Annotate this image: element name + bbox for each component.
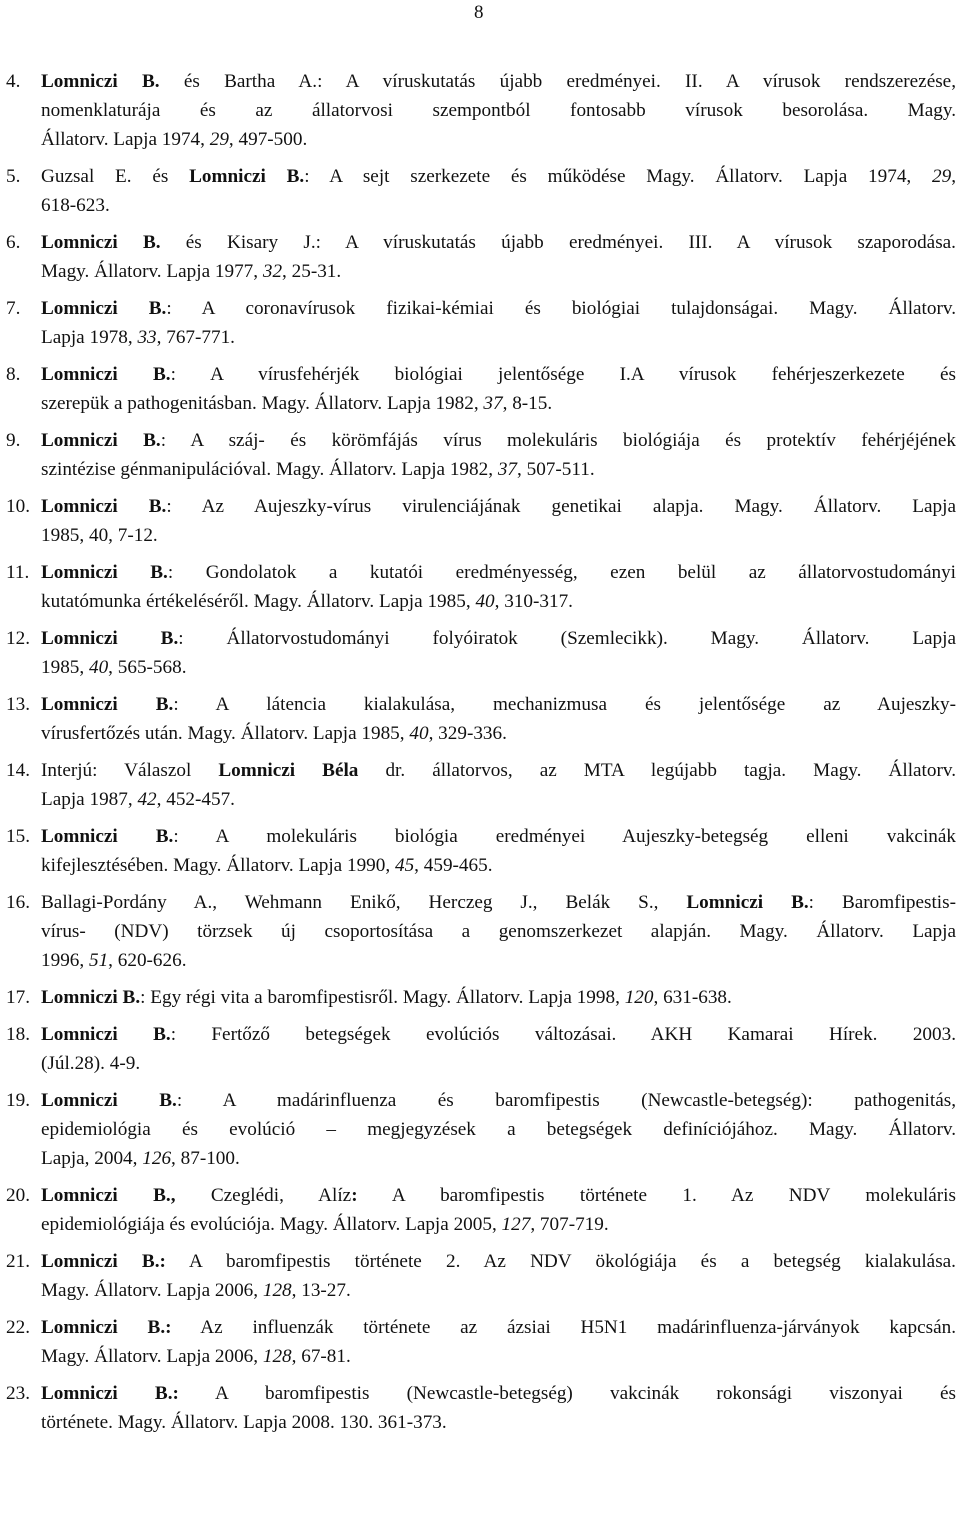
entry-line <box>41 389 956 418</box>
author-name: Lomniczi B. <box>41 987 141 1008</box>
citation-text: (Júl.28). 4-9. <box>41 1053 141 1074</box>
entry-line <box>41 1276 956 1305</box>
citation-text: , 620-626. <box>108 950 187 971</box>
bibliography-list <box>6 67 956 1445</box>
volume-number: 42 <box>137 789 157 810</box>
volume-number: 45 <box>394 855 415 876</box>
volume-number: 40 <box>475 591 495 612</box>
citation-text: , 8-15. <box>502 393 553 414</box>
entry-number: 22. <box>6 1317 30 1338</box>
volume-number: 40 <box>409 723 429 744</box>
entry-text <box>41 558 956 616</box>
citation-text: , 13-27. <box>291 1280 351 1301</box>
entry-line <box>41 1247 956 1276</box>
entry-line <box>41 624 956 653</box>
volume-number: 128 <box>262 1280 292 1301</box>
citation-text: : A vírusfehérjék biológiai jelentősége I.A vírusok fehérjeszerkezete és <box>170 364 956 385</box>
entry-line <box>41 1020 956 1049</box>
citation-text: Lapja, 2004, <box>41 1148 143 1169</box>
entry-line <box>41 1408 956 1437</box>
entry-line <box>41 822 956 851</box>
volume-number: 33 <box>137 327 157 348</box>
entry-text <box>41 690 956 748</box>
entry-line <box>41 162 956 191</box>
volume-number: 126 <box>142 1148 172 1169</box>
entry-text <box>41 1020 956 1078</box>
citation-text: , 507-511. <box>517 459 595 480</box>
entry-number: 8. <box>6 364 21 385</box>
citation-text: A baromfipestis története 1. Az NDV molekuláris <box>357 1185 956 1206</box>
entry-text <box>41 1247 956 1305</box>
citation-text: , 87-100. <box>171 1148 240 1169</box>
bibliography-entry <box>6 1379 956 1437</box>
entry-line <box>41 228 956 257</box>
entry-line <box>41 67 956 96</box>
entry-number: 11. <box>6 562 30 583</box>
entry-number: 5. <box>6 166 21 187</box>
bibliography-entry <box>6 492 956 550</box>
entry-line <box>41 1144 956 1173</box>
entry-line <box>41 1115 956 1144</box>
bibliography-entry <box>6 624 956 682</box>
bibliography-entry <box>6 690 956 748</box>
author-name: Lomniczi B. <box>41 232 161 253</box>
citation-text: Magy. Állatorv. Lapja 2006, <box>41 1280 263 1301</box>
entry-line <box>41 983 956 1012</box>
entry-line <box>41 1379 956 1408</box>
entry-line <box>41 1342 956 1371</box>
author-name: Lomniczi B., <box>41 1185 176 1206</box>
entry-line <box>41 690 956 719</box>
entry-line <box>41 558 956 587</box>
citation-text: Az influenzák története az ázsiai H5N1 madárinfluenza-járványok kapcsán. <box>171 1317 956 1338</box>
citation-text: Guzsal E. és <box>41 166 190 187</box>
citation-text: és Kisary J.: A víruskutatás újabb eredményei. III. A vírusok szaporodása. <box>160 232 956 253</box>
citation-text: , 631-638. <box>653 987 732 1008</box>
citation-text: : Baromfipestis- <box>808 892 956 913</box>
volume-number: 37 <box>497 459 517 480</box>
author-name: Lomniczi B. <box>41 364 171 385</box>
entry-text <box>41 1181 956 1239</box>
entry-text <box>41 228 956 286</box>
entry-line <box>41 492 956 521</box>
author-name: : <box>351 1185 358 1206</box>
entry-line <box>41 888 956 917</box>
author-name: Lomniczi B. <box>41 628 179 649</box>
entry-line <box>41 1210 956 1239</box>
citation-text: : A coronavírusok fizikai-kémiai és biológiai tulajdonságai. Magy. Állatorv. <box>166 298 956 319</box>
volume-number: 32 <box>262 261 283 282</box>
entry-text <box>41 360 956 418</box>
citation-text: : Az Aujeszky-vírus virulenciájának genetikai alapja. Magy. Állatorv. Lapja <box>166 496 956 517</box>
entry-line <box>41 851 956 880</box>
entry-line <box>41 1181 956 1210</box>
volume-number: 51 <box>88 950 109 971</box>
bibliography-entry <box>6 426 956 484</box>
entry-number: 4. <box>6 71 21 92</box>
citation-text: Lapja 1987, <box>41 789 138 810</box>
entry-line <box>41 96 956 125</box>
citation-text: 1985, <box>41 657 89 678</box>
entry-line <box>41 1086 956 1115</box>
bibliography-entry <box>6 1313 956 1371</box>
bibliography-entry <box>6 228 956 286</box>
citation-text: : A molekuláris biológia eredményei Aujeszky-betegség elleni vakcinák <box>173 826 956 847</box>
citation-text: vírus- (NDV) törzsek új csoportosítása a genomszerkezet alapján. Magy. Állatorv. Lapja <box>41 921 956 942</box>
author-name: Lomniczi B.: <box>41 1317 172 1338</box>
entry-number: 19. <box>6 1090 30 1111</box>
bibliography-entry <box>6 162 956 220</box>
entry-line <box>41 756 956 785</box>
citation-text: szerepük a pathogenitásban. Magy. Állatorv. Lapja 1982, <box>41 393 484 414</box>
citation-text: nomenklaturája és az állatorvosi szempontból fontosabb vírusok besorolása. Magy. <box>41 100 956 121</box>
entry-number: 10. <box>6 496 30 517</box>
author-name: Lomniczi B. <box>41 1090 177 1111</box>
author-name: Lomniczi B. <box>41 826 174 847</box>
bibliography-entry <box>6 983 956 1012</box>
entry-line <box>41 1313 956 1342</box>
citation-text: és Bartha A.: A víruskutatás újabb eredményei. II. A vírusok rendszerezése, <box>159 71 956 92</box>
entry-number: 13. <box>6 694 30 715</box>
author-name: Lomniczi B. <box>41 71 160 92</box>
volume-number: 40 <box>88 657 109 678</box>
author-name: Lomniczi B. <box>41 298 167 319</box>
citation-text: Lapja 1978, <box>41 327 138 348</box>
citation-text: , 707-719. <box>530 1214 609 1235</box>
citation-text: : A látencia kialakulása, mechanizmusa és jelentősége az Aujeszky- <box>173 694 956 715</box>
citation-text: : Állatorvostudományi folyóiratok (Szemlecikk). Magy. Állatorv. Lapja <box>178 628 956 649</box>
entry-text <box>41 1313 956 1371</box>
entry-line <box>41 294 956 323</box>
entry-number: 18. <box>6 1024 30 1045</box>
citation-text: Interjú: Válaszol <box>41 760 219 781</box>
entry-number: 9. <box>6 430 21 451</box>
citation-text: , 25-31. <box>282 261 342 282</box>
citation-text: Czeglédi, Alíz <box>175 1185 352 1206</box>
volume-number: 29 <box>932 166 952 187</box>
citation-text: , 459-465. <box>414 855 493 876</box>
citation-text: 1996, <box>41 950 89 971</box>
author-name: Lomniczi B. <box>41 430 161 451</box>
volume-number: 37 <box>483 393 503 414</box>
citation-text: : Gondolatok a kutatói eredményesség, ezen belül az állatorvostudományi <box>167 562 956 583</box>
citation-text: : A madárinfluenza és baromfipestis (Newcastle-betegség): pathogenitás, <box>176 1090 956 1111</box>
entry-line <box>41 191 956 220</box>
bibliography-entry <box>6 756 956 814</box>
citation-text: : A sejt szerkezete és működése Magy. Állatorv. Lapja 1974, <box>304 166 932 187</box>
author-name: Lomniczi B. <box>686 892 809 913</box>
citation-text: : Fertőző betegségek evolúciós változásai. AKH Kamarai Hírek. 2003. <box>170 1024 956 1045</box>
citation-text: , 452-457. <box>156 789 235 810</box>
citation-text: vírusfertőzés után. Magy. Állatorv. Lapja 1985, <box>41 723 410 744</box>
citation-text: A baromfipestis (Newcastle-betegség) vakcinák rokonsági viszonyai és <box>178 1383 956 1404</box>
entry-number: 14. <box>6 760 30 781</box>
bibliography-entry <box>6 888 956 975</box>
citation-text: története. Magy. Állatorv. Lapja 2008. 130. 361-373. <box>41 1412 447 1433</box>
citation-text: : A száj- és körömfájás vírus molekuláris biológiája és protektív fehérjéjének <box>160 430 956 451</box>
citation-text: , <box>951 166 956 187</box>
entry-text <box>41 162 956 220</box>
citation-text: Ballagi-Pordány A., Wehmann Enikő, Herczeg J., Belák S., <box>41 892 687 913</box>
citation-text: , 497-500. <box>228 129 308 150</box>
author-name: Lomniczi B.: <box>41 1251 166 1272</box>
author-name: Lomniczi B. <box>41 496 167 517</box>
entry-line <box>41 917 956 946</box>
author-name: Lomniczi Béla <box>218 760 359 781</box>
entry-number: 16. <box>6 892 30 913</box>
bibliography-entry <box>6 558 956 616</box>
entry-line <box>41 455 956 484</box>
entry-line <box>41 653 956 682</box>
entry-line <box>41 521 956 550</box>
citation-text: : Egy régi vita a baromfipestisről. Magy. Állatorv. Lapja 1998, <box>140 987 625 1008</box>
citation-text: , 767-771. <box>156 327 235 348</box>
citation-text: A baromfipestis története 2. Az NDV ökológiája és a betegség kialakulása. <box>165 1251 956 1272</box>
author-name: Lomniczi B.: <box>41 1383 179 1404</box>
author-name: Lomniczi B. <box>41 694 174 715</box>
volume-number: 29 <box>209 129 229 150</box>
entry-line <box>41 125 956 154</box>
entry-number: 17. <box>6 987 30 1008</box>
bibliography-entry <box>6 67 956 154</box>
entry-text <box>41 888 956 975</box>
citation-text: , 310-317. <box>494 591 573 612</box>
citation-text: kutatómunka értékeléséről. Magy. Állatorv. Lapja 1985, <box>41 591 476 612</box>
bibliography-entry <box>6 1086 956 1173</box>
entry-line <box>41 587 956 616</box>
volume-number: 120 <box>624 987 654 1008</box>
entry-text <box>41 1086 956 1173</box>
bibliography-entry <box>6 1247 956 1305</box>
citation-text: 618-623. <box>41 195 110 216</box>
entry-line <box>41 360 956 389</box>
entry-text <box>41 67 956 154</box>
entry-text <box>41 756 956 814</box>
citation-text: , 565-568. <box>108 657 187 678</box>
citation-text: Állatorv. Lapja 1974, <box>41 129 210 150</box>
page-number: 8 <box>474 2 484 23</box>
entry-text <box>41 426 956 484</box>
entry-text <box>41 983 956 1012</box>
entry-text <box>41 624 956 682</box>
citation-text: , 67-81. <box>291 1346 351 1367</box>
citation-text: 1985, 40, 7-12. <box>41 525 158 546</box>
entry-number: 20. <box>6 1185 30 1206</box>
citation-text: epidemiológiája és evolúciója. Magy. Állatorv. Lapja 2005, <box>41 1214 502 1235</box>
bibliography-entry <box>6 822 956 880</box>
volume-number: 128 <box>262 1346 292 1367</box>
author-name: Lomniczi B. <box>41 1024 171 1045</box>
entry-number: 6. <box>6 232 21 253</box>
bibliography-entry <box>6 1020 956 1078</box>
entry-number: 21. <box>6 1251 30 1272</box>
entry-text <box>41 294 956 352</box>
entry-number: 7. <box>6 298 21 319</box>
volume-number: 127 <box>501 1214 531 1235</box>
citation-text: epidemiológia és evolúció – megjegyzések a betegségek definíciójához. Magy. Állatorv. <box>41 1119 956 1140</box>
bibliography-entry <box>6 294 956 352</box>
citation-text: , 329-336. <box>428 723 507 744</box>
bibliography-entry <box>6 360 956 418</box>
entry-number: 23. <box>6 1383 30 1404</box>
entry-text <box>41 822 956 880</box>
entry-line <box>41 719 956 748</box>
entry-line <box>41 1049 956 1078</box>
author-name: Lomniczi B. <box>189 166 305 187</box>
citation-text: szintézise génmanipulációval. Magy. Állatorv. Lapja 1982, <box>41 459 498 480</box>
entry-line <box>41 785 956 814</box>
entry-line <box>41 323 956 352</box>
entry-line <box>41 426 956 455</box>
entry-number: 15. <box>6 826 30 847</box>
citation-text: Magy. Állatorv. Lapja 1977, <box>41 261 263 282</box>
citation-text: kifejlesztésében. Magy. Állatorv. Lapja 1990, <box>41 855 395 876</box>
citation-text: Magy. Állatorv. Lapja 2006, <box>41 1346 263 1367</box>
entry-line <box>41 946 956 975</box>
citation-text: dr. állatorvos, az MTA legújabb tagja. Magy. Állatorv. <box>358 760 956 781</box>
entry-number: 12. <box>6 628 30 649</box>
entry-line <box>41 257 956 286</box>
author-name: Lomniczi B. <box>41 562 168 583</box>
entry-text <box>41 492 956 550</box>
entry-text <box>41 1379 956 1437</box>
bibliography-entry <box>6 1181 956 1239</box>
